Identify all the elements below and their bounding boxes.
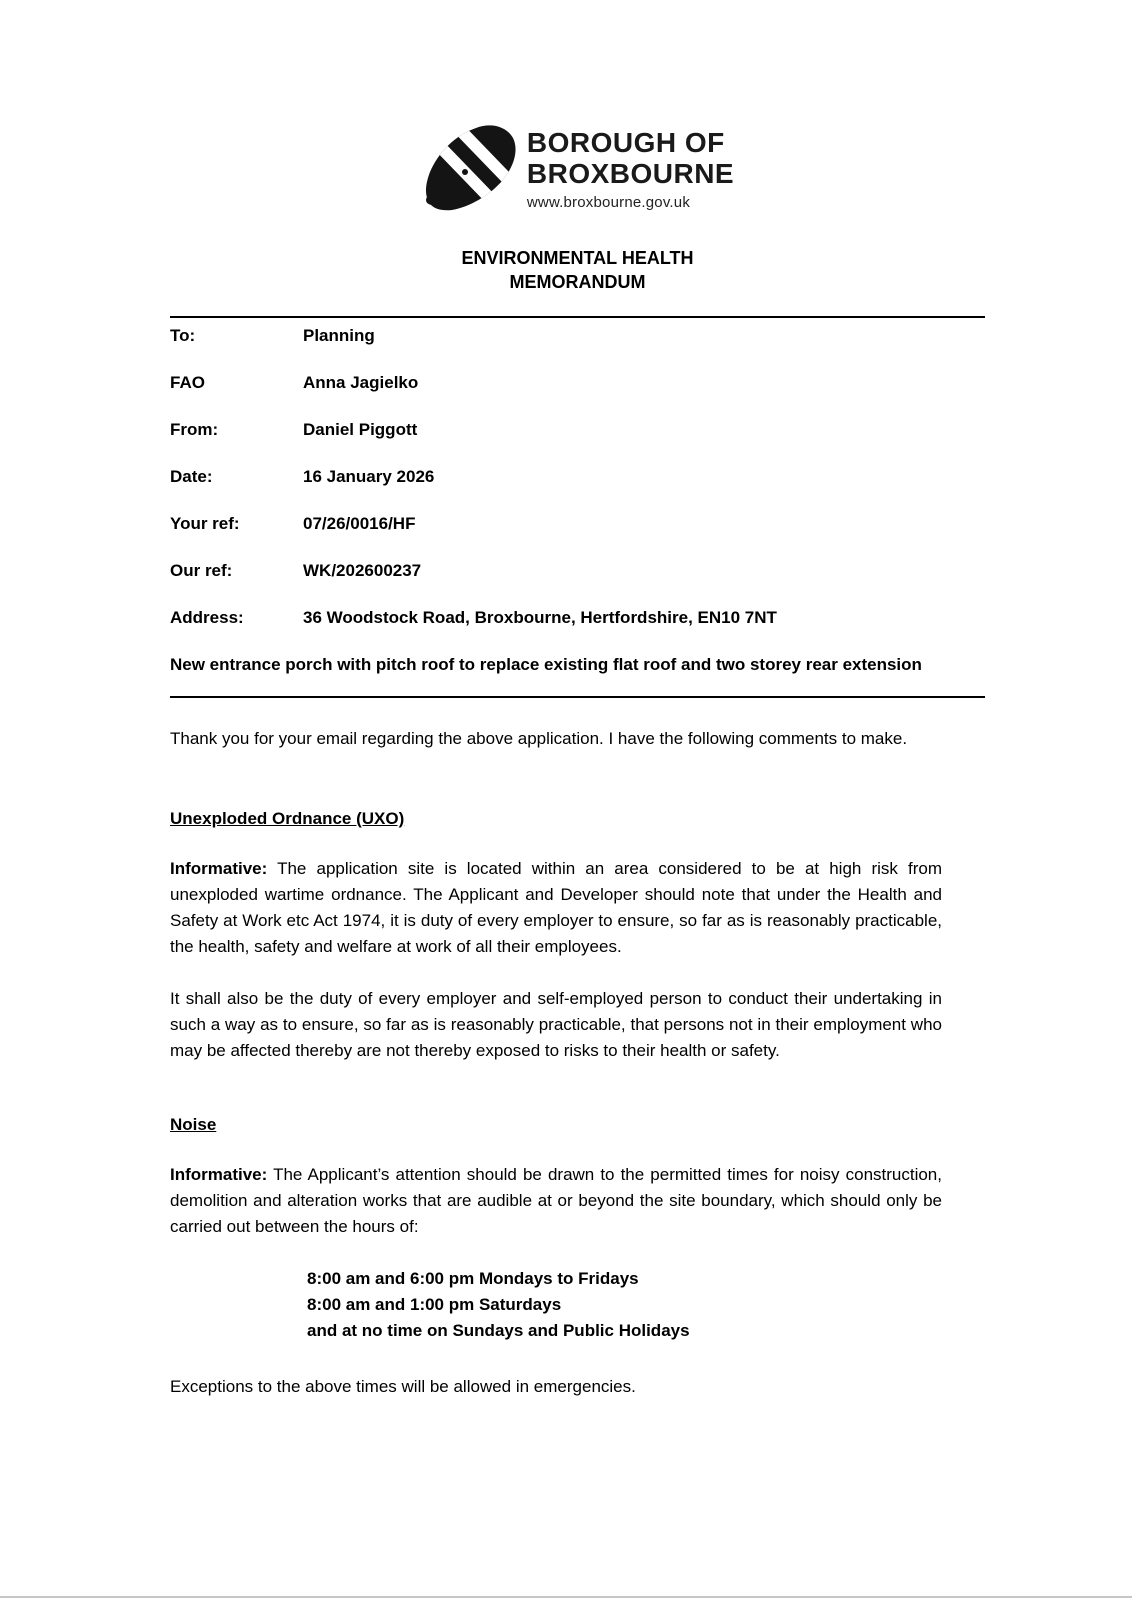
noise-heading: Noise <box>170 1115 217 1134</box>
permitted-hours-sundays: and at no time on Sundays and Public Holidays <box>307 1321 690 1340</box>
memo-value-date: 16 January 2026 <box>303 467 435 486</box>
document-title-line1: ENVIRONMENTAL HEALTH <box>461 248 694 268</box>
badger-icon <box>421 124 517 212</box>
permitted-hours-weekdays: 8:00 am and 6:00 pm Mondays to Fridays <box>307 1269 639 1288</box>
uxo-heading: Unexploded Ordnance (UXO) <box>170 809 405 828</box>
memo-label-fao: FAO <box>170 373 205 392</box>
memo-row-address <box>170 605 985 631</box>
memo-label-our-ref: Our ref: <box>170 561 233 580</box>
uxo-paragraph-2: It shall also be the duty of every employer and self-employed person to conduct their undertaking in such a way as to ensure, so far as is reasonably practicable, that persons not in their employment who may be affected thereby are not thereby exposed to risks to their health or safety. <box>170 989 942 1060</box>
intro-paragraph: Thank you for your email regarding the above application. I have the following comments to make. <box>170 729 908 748</box>
permitted-hours-saturdays: 8:00 am and 1:00 pm Saturdays <box>307 1295 562 1314</box>
memo-label-date: Date: <box>170 467 213 486</box>
borough-logo <box>170 124 985 212</box>
memo-value-our-ref: WK/202600237 <box>303 561 422 580</box>
logo-text-block <box>527 125 734 211</box>
permitted-hours-list <box>307 1266 985 1344</box>
memo-value-fao: Anna Jagielko <box>303 373 419 392</box>
memo-row-our-ref <box>170 558 985 584</box>
proposal-description: New entrance porch with pitch roof to replace existing flat roof and two storey rear extension <box>170 655 922 674</box>
memo-label-from: From: <box>170 420 219 439</box>
document-title <box>170 246 985 294</box>
logo-name-line2: BROXBOURNE <box>526 158 735 189</box>
memo-label-your-ref: Your ref: <box>170 514 240 533</box>
noise-informative-label: Informative: <box>170 1165 268 1184</box>
memo-value-your-ref: 07/26/0016/HF <box>303 514 416 533</box>
noise-paragraph-1 <box>170 1162 942 1240</box>
memo-label-to: To: <box>170 326 196 345</box>
memo-value-to: Planning <box>303 326 375 345</box>
memo-header-block <box>170 316 985 698</box>
memo-value-address: 36 Woodstock Road, Broxbourne, Hertfordshire, EN10 7NT <box>303 608 777 627</box>
page-bottom-edge <box>0 1596 1132 1598</box>
memo-value-from: Daniel Piggott <box>303 420 418 439</box>
logo-name-line1: BOROUGH OF <box>526 127 725 158</box>
uxo-informative-label: Informative: <box>170 859 268 878</box>
memo-row-to <box>170 323 985 349</box>
uxo-paragraph-1-text: The application site is located within an area considered to be at high risk from unexploded wartime ordnance. The Applicant and Developer should note that under the Health and Safety at Work etc Act 1974, it is duty of every employer to ensure, so far as is reasonably practicable, the health, safety and welfare at work of all their employees. <box>170 859 942 956</box>
memo-row-date <box>170 464 985 490</box>
noise-paragraph-1-text: The Applicant’s attention should be drawn to the permitted times for noisy construction, demolition and alteration works that are audible at or beyond the site boundary, which should only be carried out between the hours of: <box>170 1165 942 1236</box>
memo-row-from <box>170 417 985 443</box>
exceptions-paragraph: Exceptions to the above times will be allowed in emergencies. <box>170 1377 636 1396</box>
memo-row-fao <box>170 370 985 396</box>
memo-label-address: Address: <box>170 608 244 627</box>
uxo-paragraph-1 <box>170 856 942 960</box>
memo-row-your-ref <box>170 511 985 537</box>
document-title-line2: MEMORANDUM <box>509 272 646 292</box>
logo-website: www.broxbourne.gov.uk <box>526 194 691 211</box>
